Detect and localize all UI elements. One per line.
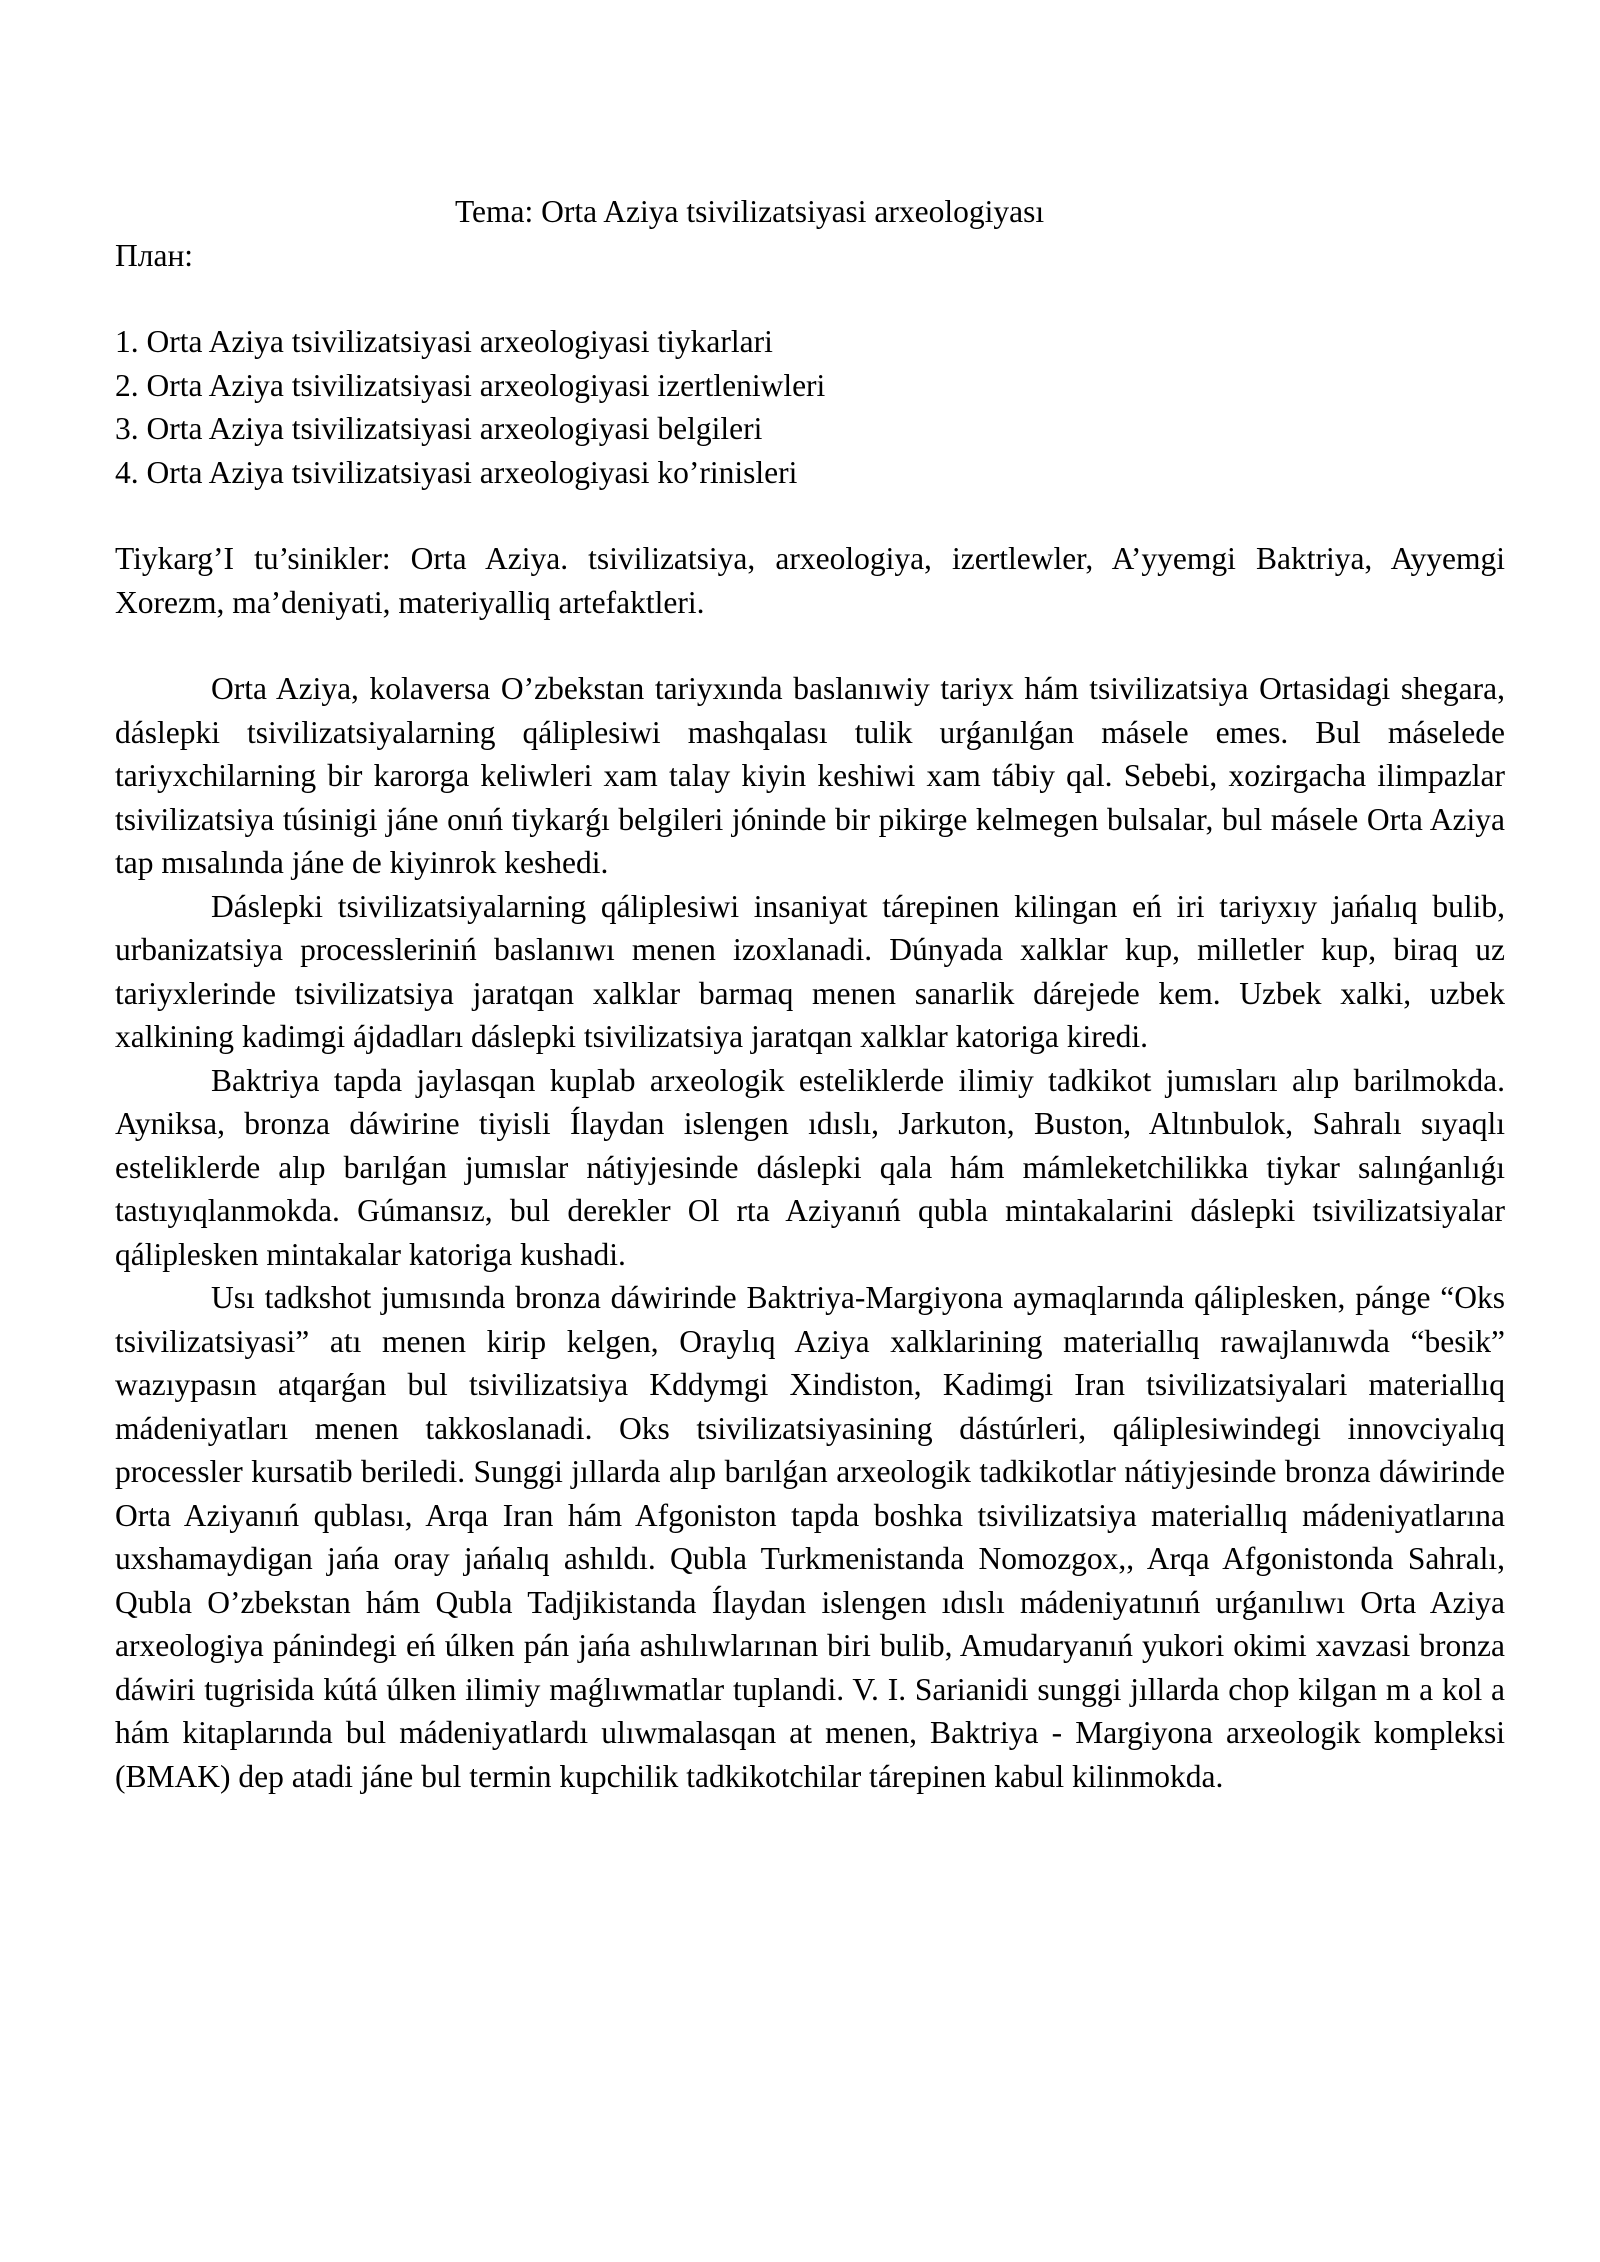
- body-paragraph: Usı tadkshot jumısında bronza dáwirinde Baktriya-Margiyona aymaqlarında qáliplesken, pánge “Oks tsivilizatsiyasi” atı menen kirip kelgen, Oraylıq Aziya xalklarining materiallıq rawajlanıwda “besik” wazıypasın atqarǵan bul tsivilizatsiya Kddymgi Xindiston, Kadimgi Iran tsivilizatsiyalari materiallıq mádeniyatları menen takkoslanadi. Oks tsivilizatsiyasining dástúrleri, qáliplesiwindegi innovciyalıq processler kursatib beriledi. Sunggi jıllarda alıp barılǵan arxeologik tadkikotlar nátiyjesinde bronza dáwirinde Orta Aziyanıń qublası, Arqa Iran hám Afgoniston tapda boshka tsivilizatsiya materiallıq mádeniyatlarına uxshamaydigan jańa oray jańalıq ashıldı. Qubla Turkmenistanda Nomozgox,, Arqa Afgonistonda Sahralı, Qubla O’zbekstan hám Qubla Tadjikistanda Ílaydan islengen ıdıslı mádeniyatınıń urǵanılıwı Orta Aziya arxeologiya pánindegi eń úlken pán jańa ashılıwlarınan biri bulib, Amudaryanıń yukori okimi xavzasi bronza dáwiri tugrisida kútá úlken ilimiy maǵlıwmatlar tuplandi. V. I. Sarianidi sunggi jıllarda chop kilgan m a kol a hám kitaplarında bul mádeniyatlardı ulıwmalasqan at menen, Baktriya - Margiyona arxeologik kompleksi (BMAK) dep atadi jáne bul termin kupchilik tadkikotchilar tárepinen kabul kilinmokda.: [115, 1280, 1505, 1794]
- plan-label: План:: [115, 237, 194, 273]
- plan-item: 4. Orta Aziya tsivilizatsiyasi arxeologiyasi ko’rinisleri: [115, 454, 798, 490]
- body-text: [115, 667, 1505, 1798]
- body-paragraph: Orta Aziya, kolaversa O’zbekstan tariyxında baslanıwiy tariyx hám tsivilizatsiya Ortasidagi shegara, dáslepki tsivilizatsiyalarning qáliplesiwi mashqalası tulik urǵanılǵan másele emes. Bul máselede tariyxchilarning bir karorga keliwleri xam talay kiyin keshiwi xam tábiy qal. Sebebi, xozirgacha ilimpazlar tsivilizatsiya túsinigi jáne onıń tiykarǵı belgileri jóninde bir pikirge kelmegen bulsalar, bul másele Orta Aziya tap mısalında jáne de kiyinrok keshedi.: [115, 671, 1505, 880]
- plan-item: 2. Orta Aziya tsivilizatsiyasi arxeologiyasi izertleniwleri: [115, 367, 826, 403]
- document-title: Tema: Orta Aziya tsivilizatsiyasi arxeologiyası: [455, 194, 1045, 229]
- body-paragraph: Baktriya tapda jaylasqan kuplab arxeologik esteliklerde ilimiy tadkikot jumısları alıp barilmokda. Ayniksa, bronza dáwirine tiyisli Ílaydan islengen ıdıslı, Jarkuton, Buston, Altınbulok, Sahralı sıyaqlı esteliklerde alıp barılǵan jumıslar nátiyjesinde dáslepki qala hám mámleketchilikka tiykar salınǵanlıǵı tastıyıqlanmokda. Gúmansız, bul derekler Ol rta Aziyanıń qubla mintakalarini dáslepki tsivilizatsiyalar qáliplesken mintakalar katoriga kushadi.: [115, 1062, 1505, 1272]
- plan-item: 1. Orta Aziya tsivilizatsiyasi arxeologiyasi tiykarlari: [115, 324, 773, 359]
- body-paragraph: Dáslepki tsivilizatsiyalarning qáliplesiwi insaniyat tárepinen kilingan eń iri tariyxıy jańalıq bulib, urbanizatsiya processleriniń baslanıwı menen izoxlanadi. Dúnyada xalklar kup, milletler kup, biraq uz tariyxlerinde tsivilizatsiya jaratqan xalklar barmaq menen sanarlik dárejede kem. Uzbek xalki, uzbek xalkining kadimgi ájdadları dáslepki tsivilizatsiya jaratqan xalklar katoriga kiredi.: [115, 888, 1505, 1054]
- plan-list: [115, 320, 1505, 494]
- keywords-paragraph: Tiykarg’I tu’sinikler: Orta Aziya. tsivilizatsiya, arxeologiya, izertlewler, A’yyemgi Baktriya, Ayyemgi Xorezm, ma’deniyati, materiyalliq artefaktleri.: [115, 541, 1505, 620]
- document-content: [115, 190, 1505, 1798]
- plan-item: 3. Orta Aziya tsivilizatsiyasi arxeologiyasi belgileri: [115, 411, 763, 446]
